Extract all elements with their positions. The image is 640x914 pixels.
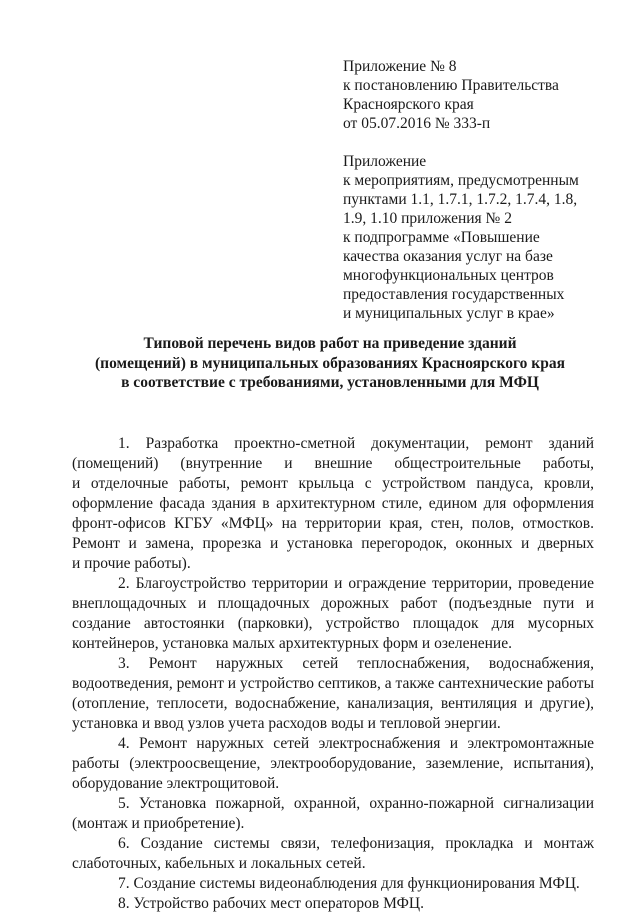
annex-line: качества оказания услуг на базе xyxy=(343,248,553,265)
list-item xyxy=(72,574,594,654)
annex-line: и муниципальных услуг в крае» xyxy=(343,305,555,322)
annex-line: многофункциональных центров xyxy=(343,267,554,284)
text-row: внеплощадочных и площадочных дорожных работ (подъездные пути и xyxy=(72,595,594,612)
list-item xyxy=(72,734,594,794)
text-row: 4. Ремонт наружных сетей электроснабжения и электромонтажные xyxy=(118,735,594,752)
header-line: к постановлению Правительства xyxy=(343,77,559,94)
text-row: слаботочных, кабельных и локальных сетей. xyxy=(72,855,366,872)
text-row: создание автостоянки (парковки), устройство площадок для мусорных xyxy=(72,615,594,632)
text-row: оборудование электрощитовой. xyxy=(72,775,280,792)
annex-line: 1.9, 1.10 приложения № 2 xyxy=(343,210,512,227)
text-row: 7. Создание системы видеонаблюдения для функционирования МФЦ. xyxy=(118,875,580,892)
text-row: оформление фасада здания в архитектурном стиле, едином для оформления xyxy=(72,495,594,512)
annex-line: к мероприятиям, предусмотренным xyxy=(343,172,579,189)
text-row: 1. Разработка проектно-сметной документации, ремонт зданий xyxy=(118,435,594,452)
list-item xyxy=(72,794,594,834)
text-row: и прочие работы). xyxy=(72,555,191,572)
text-row: (помещений) (внутренние и внешние общестроительные работы, xyxy=(72,455,594,472)
header-line: Красноярского края xyxy=(343,96,474,113)
text-row: 8. Устройство рабочих мест операторов МФЦ. xyxy=(118,895,424,912)
text-row: Ремонт и замена, прорезка и установка перегородок, оконных и дверных xyxy=(72,535,594,552)
text-row: водоотведения, ремонт и устройство септиков, а также сантехнические работы xyxy=(72,675,594,692)
works-list xyxy=(72,434,594,914)
text-row: 2. Благоустройство территории и ограждение территории, проведение xyxy=(118,575,594,592)
header-line: Приложение № 8 xyxy=(343,58,457,75)
text-row: 5. Установка пожарной, охранной, охранно-пожарной сигнализации xyxy=(118,795,594,812)
title-line: (помещений) в муниципальных образованиях Красноярского края xyxy=(95,354,565,372)
list-item xyxy=(72,874,594,894)
text-row: фронт-офисов КГБУ «МФЦ» на территории края, стен, полов, отмостков. xyxy=(72,515,594,532)
annex-header xyxy=(343,152,613,323)
list-item xyxy=(72,654,594,734)
annex-line: пунктами 1.1, 1.7.1, 1.7.2, 1.7.4, 1.8, xyxy=(343,191,578,208)
text-row: и отделочные работы, ремонт крыльца с устройством пандуса, кровли, xyxy=(72,475,594,492)
header-line: от 05.07.2016 № 333-п xyxy=(343,115,491,132)
text-row: 3. Ремонт наружных сетей теплоснабжения, водоснабжения, xyxy=(118,655,594,672)
text-row: контейнеров, установка малых архитектурных форм и озеленение. xyxy=(72,635,512,652)
text-row: (отопление, теплосети, водоснабжение, канализация, вентиляция и другие), xyxy=(72,695,594,712)
appendix-header xyxy=(343,57,613,133)
text-row: (монтаж и приобретение). xyxy=(72,815,245,832)
annex-line: Приложение xyxy=(343,153,427,170)
text-row: установка и ввод узлов учета расходов воды и тепловой энергии. xyxy=(72,715,501,732)
annex-line: к подпрограмме «Повышение xyxy=(343,229,540,246)
title-line: Типовой перечень видов работ на приведение зданий xyxy=(143,335,517,352)
list-item xyxy=(72,894,594,914)
title-line: в соответствие с требованиями, установленными для МФЦ xyxy=(121,374,539,391)
text-row: 6. Создание системы связи, телефонизация, прокладка и монтаж xyxy=(118,835,594,852)
text-row: работы (электроосвещение, электрооборудование, заземление, испытания), xyxy=(72,755,594,772)
annex-line: предоставления государственных xyxy=(343,286,565,303)
document-title xyxy=(60,334,600,393)
list-item xyxy=(72,434,594,574)
list-item xyxy=(72,834,594,874)
